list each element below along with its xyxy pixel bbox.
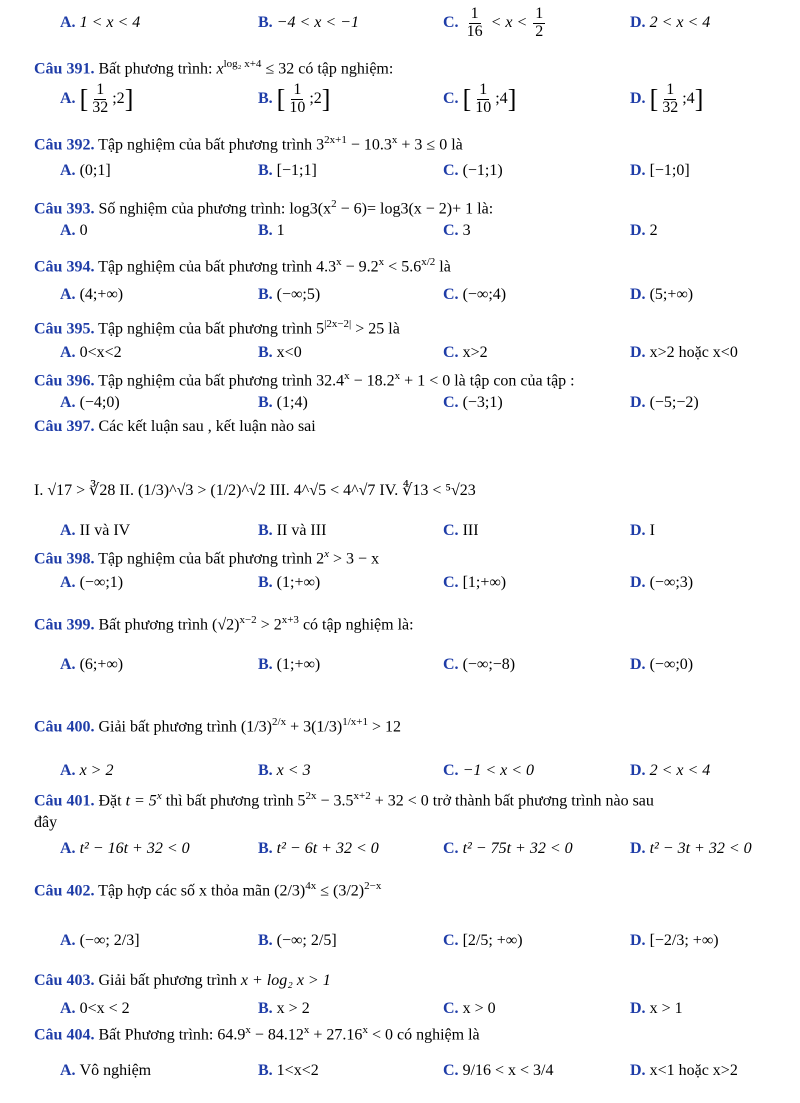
q394-stem: Câu 394. Tập nghiệm của bất phương trình $4.3^x - 9.2^x < 5.6^{x/2}$ là xyxy=(34,256,451,276)
q398-option-c[interactable]: C. [1;+∞) xyxy=(443,574,507,591)
q401-option-d[interactable]: D. t² − 3t + 32 < 0 xyxy=(630,840,752,857)
q400-options xyxy=(0,762,800,792)
q393-stem: Câu 393. Số nghiệm của phương trình: $\log 3(x^2 - 6)= \log 3(x - 2)+ 1$ là: xyxy=(34,198,494,218)
q393-option-c[interactable]: C. 3 xyxy=(443,222,471,239)
q402-option-c[interactable]: C. [2/5; +∞) xyxy=(443,932,523,949)
q401-option-b[interactable]: B. t² − 6t + 32 < 0 xyxy=(258,840,379,857)
q390-option-c[interactable]: C. $\frac{1}{16}$ < x < $\frac{1}{2}$ xyxy=(443,5,544,40)
q401-stem-line2: đây xyxy=(34,814,58,831)
q400-option-c[interactable]: C. −1 < x < 0 xyxy=(443,762,535,779)
q403-stem: Câu 403. Giải bất phương trình x + log₂ x > 1 xyxy=(34,972,331,989)
q391-option-c[interactable]: C. [ $\frac{1}{10}$ ;4] xyxy=(443,81,517,116)
q400-option-a[interactable]: A. x > 2 xyxy=(60,762,114,779)
q398-option-d[interactable]: D. (−∞;3) xyxy=(630,574,694,591)
q398-option-a[interactable]: A. (−∞;1) xyxy=(60,574,124,591)
q395-option-c[interactable]: C. x>2 xyxy=(443,344,488,361)
q391-stem: Câu 391. Bất phương trình: $x^{log_2 x+4} \le 32$ có tập nghiệm: xyxy=(34,58,394,78)
q397-option-b[interactable]: B. II và III xyxy=(258,522,327,539)
q403-option-b[interactable]: B. x > 2 xyxy=(258,1000,310,1017)
q392-option-b[interactable]: B. [−1;1] xyxy=(258,162,317,179)
q394-option-c[interactable]: C. (−∞;4) xyxy=(443,286,507,303)
q392-option-c[interactable]: C. (−1;1) xyxy=(443,162,503,179)
q404-options xyxy=(0,1062,800,1092)
q394-options xyxy=(0,286,800,316)
q398-option-b[interactable]: B. (1;+∞) xyxy=(258,574,321,591)
q393-option-d[interactable]: D. 2 xyxy=(630,222,658,239)
q399-stem: Câu 399. Bất phương trình $(√2)^{x-2} > 2^{x+3}$ có tập nghiệm là: xyxy=(34,614,414,634)
q401-option-a[interactable]: A. t² − 16t + 32 < 0 xyxy=(60,840,190,857)
q404-option-c[interactable]: C. 9/16 < x < 3/4 xyxy=(443,1062,554,1079)
q390-options xyxy=(0,5,800,44)
q390-option-b[interactable]: B. −4 < x < −1 xyxy=(258,14,359,31)
q404-option-b[interactable]: B. 1<x<2 xyxy=(258,1062,319,1079)
q391-option-a[interactable]: A. [ $\frac{1}{32}$ ;2] xyxy=(60,81,134,116)
q402-option-a[interactable]: A. (−∞; 2/3] xyxy=(60,932,140,949)
q399-options xyxy=(0,656,800,686)
q397-statements: I. √17 > ∛28 II. (1/3)^√3 > (1/2)^√2 III. 4^√5 < 4^√7 IV. ∜13 < ⁵√23 xyxy=(34,482,476,499)
q403-option-c[interactable]: C. x > 0 xyxy=(443,1000,496,1017)
q396-option-b[interactable]: B. (1;4) xyxy=(258,394,308,411)
q392-options xyxy=(0,162,800,192)
q396-option-a[interactable]: A. (−4;0) xyxy=(60,394,120,411)
q393-option-a[interactable]: A. 0 xyxy=(60,222,88,239)
q401-options xyxy=(0,840,800,870)
q391-option-d[interactable]: D. [ $\frac{1}{32}$ ;4] xyxy=(630,81,704,116)
q399-option-a[interactable]: A. (6;+∞) xyxy=(60,656,124,673)
q393-option-b[interactable]: B. 1 xyxy=(258,222,285,239)
q402-option-d[interactable]: D. [−2/3; +∞) xyxy=(630,932,719,949)
q403-option-a[interactable]: A. 0<x < 2 xyxy=(60,1000,130,1017)
q403-option-d[interactable]: D. x > 1 xyxy=(630,1000,683,1017)
q400-option-d[interactable]: D. 2 < x < 4 xyxy=(630,762,711,779)
q391-option-b[interactable]: B. [ $\frac{1}{10}$ ;2] xyxy=(258,81,331,116)
q396-option-d[interactable]: D. (−5;−2) xyxy=(630,394,699,411)
q404-stem: Câu 404. Bất Phương trình: $64.9^x - 84.12^x + 27.16^x < 0$ có nghiệm là xyxy=(34,1024,480,1044)
q390-option-a[interactable]: A. 1 < x < 4 xyxy=(60,14,141,31)
q399-option-b[interactable]: B. (1;+∞) xyxy=(258,656,321,673)
q402-stem: Câu 402. Tập hợp các số x thỏa mãn $(2/3)^{4x} \le (3/2)^{2-x}$ xyxy=(34,880,382,900)
q395-stem: Câu 395. Tập nghiệm của bất phương trình $5^{|2x-2|} > 25$ là xyxy=(34,318,400,338)
q393-options xyxy=(0,222,800,252)
q397-option-c[interactable]: C. III xyxy=(443,522,479,539)
q395-option-b[interactable]: B. x<0 xyxy=(258,344,302,361)
q394-option-a[interactable]: A. (4;+∞) xyxy=(60,286,124,303)
q404-option-a[interactable]: A. Vô nghiệm xyxy=(60,1062,152,1079)
q400-stem: Câu 400. Giải bất phương trình $(1/3)^{2/x} + 3(1/3)^{1/x+1} > 12$ xyxy=(34,716,401,736)
q398-stem: Câu 398. Tập nghiệm của bất phương trình $2^x > 3 - x$ xyxy=(34,548,380,568)
q394-option-b[interactable]: B. (−∞;5) xyxy=(258,286,321,303)
q397-stem: Câu 397. Các kết luận sau , kết luận nào sai xyxy=(34,418,316,435)
q399-option-c[interactable]: C. (−∞;−8) xyxy=(443,656,516,673)
q395-option-d[interactable]: D. x>2 hoặc x<0 xyxy=(630,344,738,361)
q402-options xyxy=(0,932,800,962)
q398-options xyxy=(0,574,800,604)
q401-option-c[interactable]: C. t² − 75t + 32 < 0 xyxy=(443,840,573,857)
q395-option-a[interactable]: A. 0<x<2 xyxy=(60,344,122,361)
q399-option-d[interactable]: D. (−∞;0) xyxy=(630,656,694,673)
q392-stem: Câu 392. Tập nghiệm của bất phương trình $3^{2x+1} - 10.3^x + 3 \le 0$ là xyxy=(34,134,463,154)
q400-option-b[interactable]: B. x < 3 xyxy=(258,762,311,779)
q390-option-d[interactable]: D. 2 < x < 4 xyxy=(630,14,711,31)
q396-stem: Câu 396. Tập nghiệm của bất phương trình $32.4^x - 18.2^x + 1 < 0$ là tập con của tập : xyxy=(34,370,575,390)
q391-options xyxy=(0,81,800,116)
q396-option-c[interactable]: C. (−3;1) xyxy=(443,394,503,411)
q401-stem: Câu 401. Đặt $t = 5^x$ thì bất phương trình $5^{2x} - 3.5^{x+2} + 32 < 0$ trở thành bất phương trình nào sau xyxy=(34,790,654,810)
q397-option-d[interactable]: D. I xyxy=(630,522,655,539)
q392-option-d[interactable]: D. [−1;0] xyxy=(630,162,690,179)
q402-option-b[interactable]: B. (−∞; 2/5] xyxy=(258,932,337,949)
q394-option-d[interactable]: D. (5;+∞) xyxy=(630,286,694,303)
q392-option-a[interactable]: A. (0;1] xyxy=(60,162,111,179)
q404-option-d[interactable]: D. x<1 hoặc x>2 xyxy=(630,1062,738,1079)
q397-option-a[interactable]: A. II và IV xyxy=(60,522,131,539)
